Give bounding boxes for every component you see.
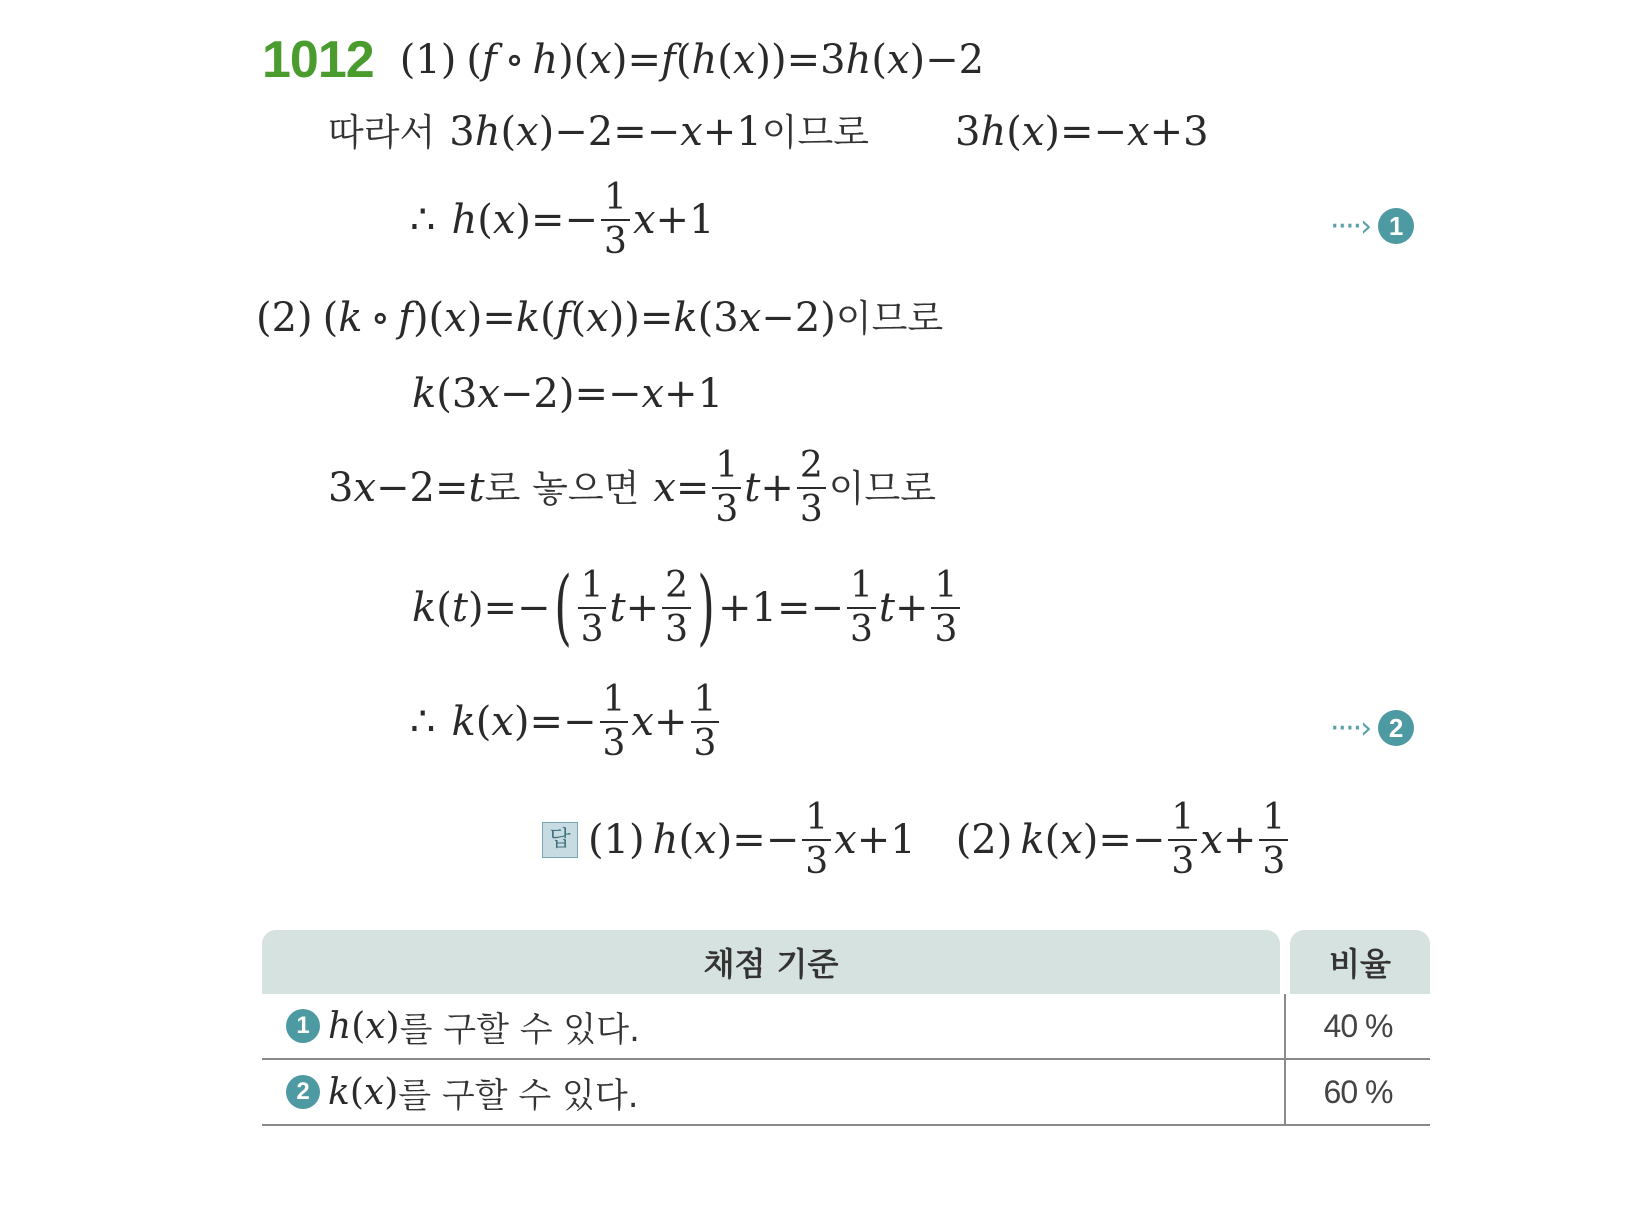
grading-table [262, 930, 1430, 1126]
fraction: $\frac{2}{3}$ [797, 448, 826, 528]
problem-number: 1012 [262, 31, 374, 89]
dots-arrow-icon: ····› [1330, 710, 1371, 746]
eq-line-8: ∴ k(x)=− $\frac{1}{3}$ x+ $\frac{1}{3}$ [410, 682, 722, 762]
eq-line-7: k(t)=− ( $\frac{1}{3}$ t+ $\frac{2}{3}$ ) +1=− $\frac{1}{3}$ t+ $\frac{1}{3}$ [412, 568, 963, 648]
ratio-cell: 40 % [1323, 1007, 1393, 1044]
step-marker-2 [1330, 710, 1414, 746]
header-criteria: 채점 기준 [262, 930, 1280, 994]
eq-line-6: 3x−2=t 로 놓으면 x= $\frac{1}{3}$ t+ $\frac{2}{3}$ 이므로 [328, 445, 937, 530]
part2-label: (2) [256, 295, 313, 341]
fraction: $\frac{1}{3}$ [578, 568, 607, 648]
table-row [262, 1060, 1430, 1126]
circled-number-icon: 1 [286, 1009, 320, 1043]
criteria-cell: 1 h(x) 를 구할 수 있다. [262, 994, 1286, 1058]
criteria-text: 를 구할 수 있다. [399, 1009, 640, 1050]
header-ratio: 비율 [1290, 930, 1430, 994]
problem-header-line [262, 31, 985, 89]
answer-line: 답 (1) h(x)=− $\frac{1}{3}$ x+1 (2) k(x)=− $\frac{1}{3}$ x+ $\frac{1}{3}$ [542, 800, 1291, 880]
since-word-2: 이므로 [835, 296, 944, 340]
eq-line-2: 따라서 3h(x)−2=−x+1 이므로 3h(x)=−x+3 [328, 109, 1209, 155]
answer-part1-label: (1) [588, 817, 645, 864]
step-marker-1 [1330, 208, 1414, 244]
fraction: $\frac{1}{3}$ [600, 682, 629, 762]
since-word-3: 이므로 [828, 466, 937, 510]
answer-part2-label: (2) [955, 817, 1013, 864]
therefore-symbol: ∴ [410, 699, 436, 746]
eq-line-3: ∴ h(x)=− $\frac{1}{3}$ x+1 [410, 177, 715, 262]
fraction: $\frac{1}{3}$ [931, 568, 960, 648]
eq-line-5: k(3x−2)=−x+1 [412, 371, 724, 417]
table-row [262, 994, 1430, 1060]
fraction: $\frac{1}{3}$ [1168, 800, 1197, 880]
fraction: $\frac{1}{3}$ [802, 800, 831, 880]
criteria-text: 를 구할 수 있다. [398, 1075, 639, 1116]
fraction: $\frac{1}{3}$ [712, 448, 741, 528]
criteria-cell: 2 k(x) 를 구할 수 있다. [262, 1060, 1286, 1124]
fraction: $\frac{1}{3}$ [847, 568, 876, 648]
eq-line-4: (2) (k ∘ f)(x)=k(f(x))=k(3x−2) 이므로 [256, 295, 944, 341]
dots-arrow-icon: ····› [1330, 208, 1371, 244]
therefore-symbol: ∴ [410, 197, 436, 244]
hence-word: 따라서 [328, 110, 436, 154]
circled-number-icon: 2 [286, 1075, 320, 1109]
fraction: $\frac{2}{3}$ [662, 568, 691, 648]
eq-line-1: (f ∘ h)(x)=f(h(x))=3h(x)−2 [466, 37, 985, 83]
part1-label: (1) [399, 37, 457, 83]
fraction: $\frac{1}{3}$ [691, 682, 720, 762]
since-word-1: 이므로 [761, 110, 869, 154]
circled-number-icon: 1 [1378, 208, 1414, 244]
circled-number-icon: 2 [1378, 710, 1414, 746]
ratio-cell: 60 % [1323, 1073, 1393, 1110]
fraction: $\frac{1}{3}$ [1259, 800, 1288, 880]
answer-icon: 답 [542, 822, 578, 858]
table-header [262, 930, 1430, 994]
fraction: $\frac{1}{3}$ [601, 180, 630, 260]
set-word: 로 놓으면 [484, 466, 640, 510]
